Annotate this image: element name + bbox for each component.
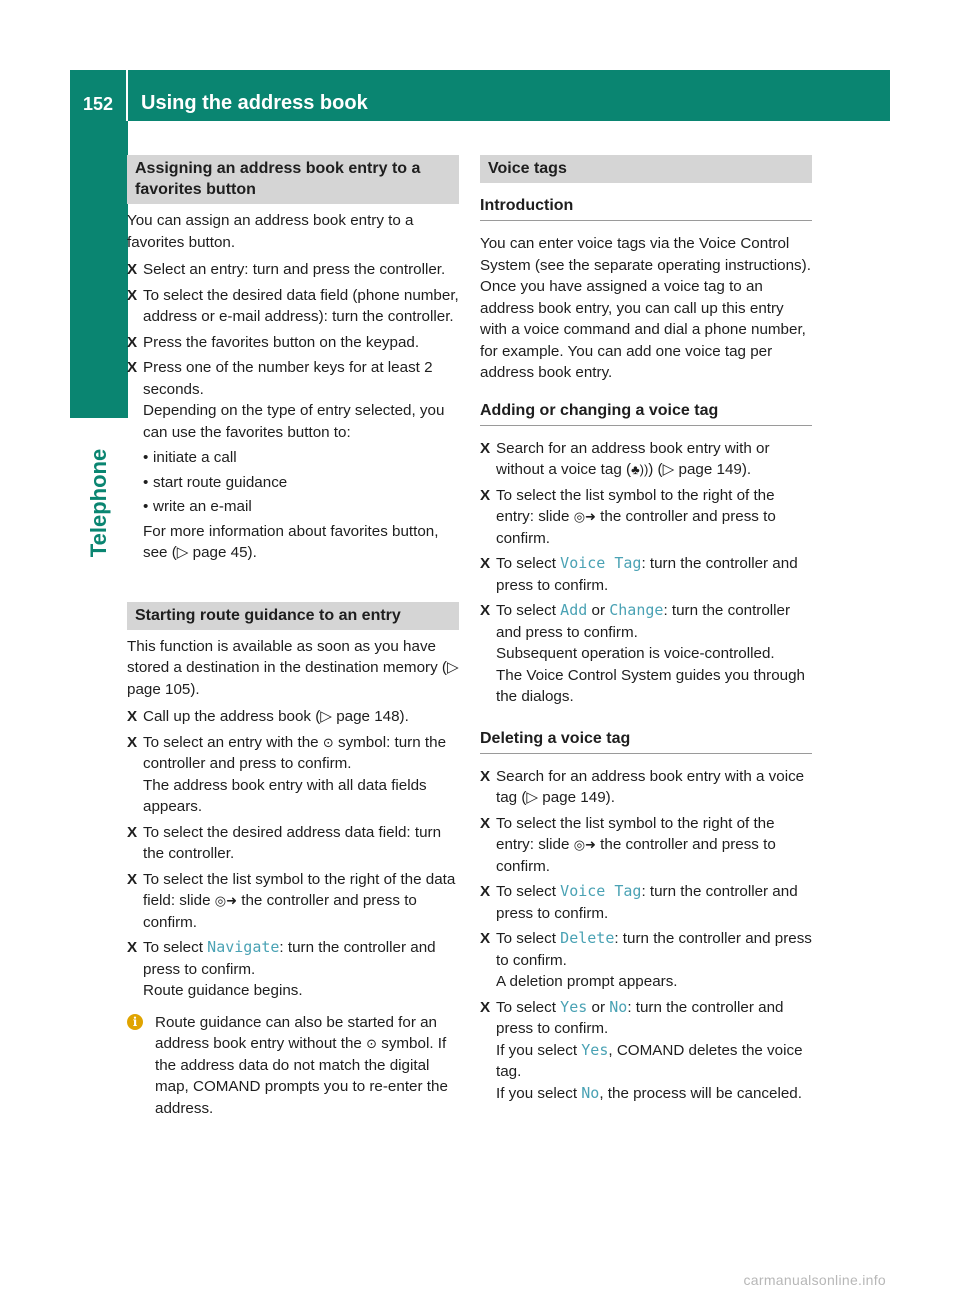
subheading-deleting-voice-tag: Deleting a voice tag: [480, 722, 812, 754]
step-x-icon: X: [480, 883, 491, 900]
step-text: Select an entry: turn and press the controller.: [143, 261, 446, 278]
side-tab-text: Telephone: [86, 448, 112, 558]
step-text: the controller and press to confirm.: [496, 836, 776, 875]
step-x-icon: X: [127, 870, 138, 888]
step-x-icon: X: [127, 733, 138, 751]
step-x-icon: X: [480, 814, 491, 832]
step-x-icon: X: [480, 602, 491, 619]
step-text: : turn the controller and press to confirm.: [496, 930, 812, 969]
step: [480, 553, 812, 596]
step: [127, 937, 459, 1002]
step: [127, 259, 459, 281]
step-continuation: For more information about favorites button, see (▷ page 45).: [143, 522, 439, 561]
step-text: Search for an address book entry with a voice tag (▷ page 149).: [496, 767, 805, 806]
side-tab-block: [70, 121, 128, 418]
subheading-introduction: Introduction: [480, 189, 812, 221]
display-code: No: [581, 1083, 600, 1102]
step: [127, 706, 459, 728]
step: [127, 869, 459, 934]
step-x-icon: X: [127, 261, 138, 278]
step-text: Press the favorites button on the keypad.: [143, 333, 420, 351]
step-x-icon: X: [480, 555, 491, 572]
step-text: Search for an address book entry with or without a voice tag (: [496, 439, 770, 478]
step: [127, 732, 459, 818]
step: [480, 600, 812, 708]
step-continuation: , the process will be canceled.: [599, 1084, 802, 1102]
section-heading-favorites: Assigning an address book entry to a favorites button: [127, 155, 459, 204]
display-code: Voice Tag: [560, 882, 642, 900]
page-title: Using the address book: [141, 92, 368, 114]
destination-icon: ⊙: [322, 734, 334, 750]
step-continuation: If you select: [496, 1084, 578, 1102]
paragraph: You can assign an address book entry to a favorites button.: [127, 212, 414, 251]
step-text: Call up the address book (▷ page 148).: [143, 708, 409, 725]
step-continuation: The address book entry with all data fields appears.: [143, 776, 427, 815]
display-code: Yes: [560, 997, 588, 1016]
step-text: ) (▷ page 149).: [648, 461, 752, 478]
controller-slide-icon: ◎➜: [214, 893, 238, 908]
step-x-icon: X: [480, 998, 491, 1016]
step: [127, 822, 459, 865]
step-text: To select the list symbol to the right of the entry: slide: [496, 814, 775, 853]
step-text: To select an entry with the: [143, 733, 319, 751]
note-text: symbol. If the address data do not match the digital map, COMAND prompts you to re-enter the address.: [155, 1035, 448, 1117]
paragraph: This function is available as soon as you have stored a destination in the destination memory (▷ page 105).: [127, 637, 459, 698]
display-code: Change: [609, 601, 664, 619]
step-text: or: [591, 998, 606, 1016]
step-text: : turn the controller and press to confirm.: [496, 883, 798, 922]
bullet-text: initiate a call: [153, 449, 237, 466]
display-code: Voice Tag: [560, 554, 642, 572]
step-text: : turn the controller and press to confirm.: [143, 939, 436, 978]
step-continuation: Subsequent operation is voice-controlled.: [496, 645, 775, 662]
watermark: carmanualsonline.info: [743, 1272, 886, 1288]
step-continuation: , COMAND deletes the voice tag.: [496, 1041, 803, 1080]
step-text: To select the list symbol to the right of the entry: slide: [496, 486, 775, 525]
step-x-icon: X: [127, 823, 138, 841]
step-continuation: Depending on the type of entry selected, you can use the favorites button to:: [143, 402, 445, 441]
step: [127, 357, 459, 443]
display-code: Yes: [581, 1040, 609, 1059]
bullet-item: [127, 447, 459, 469]
display-code: Delete: [560, 929, 615, 947]
info-icon: i: [127, 1014, 143, 1030]
display-code: Navigate: [207, 938, 280, 956]
paragraph: You can enter voice tags via the Voice Control System (see the separate operating instructions). Once you have assigned a voice tag to an address book entry, you can call up this entry with a voice command and dial a phone number, for example. You can add one voice tag per address book entry.: [480, 235, 811, 381]
step: [127, 332, 459, 354]
bullet-item: [127, 472, 459, 494]
section-heading-voice-tags: Voice tags: [480, 155, 812, 183]
step-text: To select: [143, 939, 203, 956]
section-heading-route-guidance: Starting route guidance to an entry: [127, 602, 459, 630]
step-x-icon: X: [480, 930, 491, 947]
step-x-icon: X: [480, 767, 491, 785]
step-x-icon: X: [127, 286, 138, 304]
step-x-icon: X: [480, 486, 491, 504]
step-text: To select the desired address data field: turn the controller.: [143, 823, 442, 862]
bullet-text: write an e-mail: [153, 498, 252, 515]
destination-icon: ⊙: [366, 1036, 377, 1051]
step: [480, 766, 812, 809]
step-continuation: If you select: [496, 1041, 578, 1059]
subheading-adding-voice-tag: Adding or changing a voice tag: [480, 394, 812, 426]
step-x-icon: X: [127, 333, 138, 351]
step-text: To select the list symbol to the right of the data field: slide: [143, 870, 456, 909]
step: [480, 813, 812, 878]
controller-slide-icon: ◎➜: [573, 509, 596, 524]
step: [480, 881, 812, 924]
bullet-text: start route guidance: [153, 473, 288, 491]
display-code: Add: [560, 601, 588, 619]
step-text: To select: [496, 602, 556, 619]
bullet-item: [127, 496, 459, 518]
step-text: : turn the controller and press to confirm.: [496, 998, 784, 1037]
side-tab-label: [70, 428, 128, 578]
bullet-icon: •: [143, 498, 149, 515]
display-code: No: [609, 997, 628, 1016]
step-text: To select: [496, 555, 556, 572]
bullet-icon: •: [143, 449, 149, 466]
step-text: the controller and press to confirm.: [496, 508, 776, 547]
step: [480, 485, 812, 550]
note-text: Route guidance can also be started for an address book entry without the: [155, 1013, 437, 1052]
step: [480, 438, 812, 481]
step: [480, 997, 812, 1105]
info-note: [127, 1012, 459, 1120]
step-text: Press one of the number keys for at least 2 seconds.: [143, 359, 433, 398]
step-text: To select: [496, 998, 556, 1016]
step-continuation: Route guidance begins.: [143, 982, 303, 999]
controller-slide-icon: ◎➜: [573, 837, 596, 852]
step-continuation: The Voice Control System guides you through the dialogs.: [496, 666, 805, 705]
step-text: To select: [496, 883, 556, 900]
header-divider: [126, 70, 128, 121]
step-text: symbol: turn the controller and press to confirm.: [143, 733, 447, 772]
bullet-icon: •: [143, 473, 149, 491]
step-continuation: A deletion prompt appears.: [496, 973, 678, 990]
step: [480, 928, 812, 993]
step-x-icon: X: [127, 359, 138, 376]
left-column: [127, 155, 459, 1119]
step-text: To select: [496, 930, 556, 947]
step-x-icon: X: [127, 939, 138, 956]
step: [127, 285, 459, 328]
step-text: or: [591, 602, 606, 619]
voice-tag-icon: ♣)): [631, 462, 649, 477]
step-x-icon: X: [480, 439, 491, 457]
step-text: To select the desired data field (phone number, address or e-mail address): turn the controller.: [143, 286, 459, 325]
step-text: the controller and press to confirm.: [143, 892, 417, 931]
step-text: : turn the controller and press to confirm.: [496, 555, 798, 594]
step-x-icon: X: [127, 708, 138, 725]
step-text: : turn the controller and press to confirm.: [496, 602, 791, 641]
page-number: 152: [82, 94, 114, 114]
right-column: [480, 155, 812, 1108]
